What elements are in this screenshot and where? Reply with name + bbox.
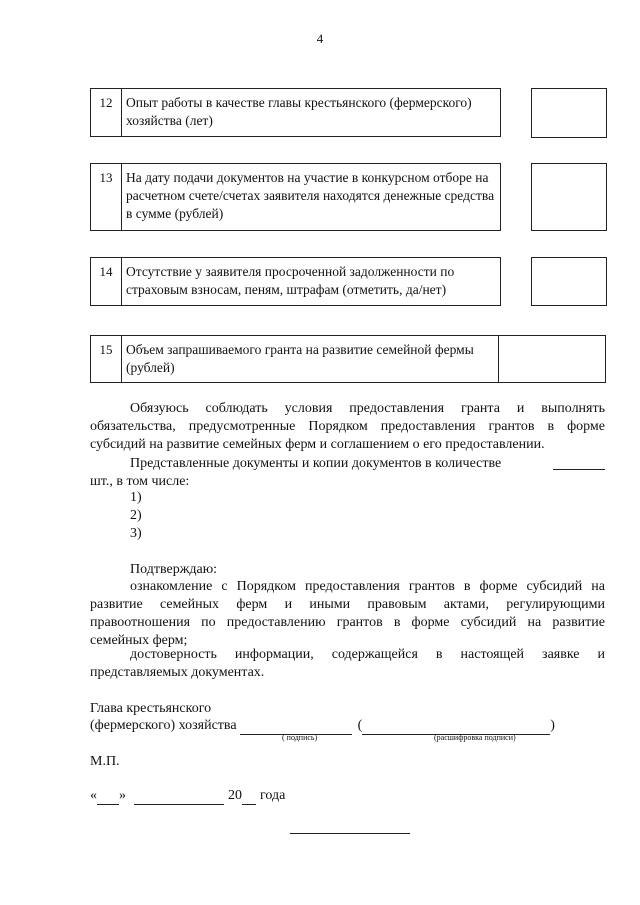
date-suffix: года — [260, 788, 286, 803]
value-box-14[interactable] — [531, 257, 607, 306]
value-cell-15[interactable] — [499, 336, 605, 382]
list-item: 3) — [130, 526, 142, 541]
documents-line — [90, 455, 605, 473]
row-text: Опыт работы в качестве главы крестьянского (фермерского) хозяйства (лет) — [126, 95, 472, 128]
signature-caption: ( подпись) — [282, 733, 318, 742]
date-open-quote: « — [90, 788, 97, 803]
documents-prefix: Представленные документы и копии документов в количестве — [130, 456, 502, 471]
row-number: 12 — [91, 89, 122, 136]
date-year-prefix: 20 — [228, 788, 242, 803]
date-month-field[interactable] — [134, 790, 224, 805]
signature-title-line2: (фермерского) хозяйства — [90, 718, 237, 733]
list-item: 1) — [130, 490, 142, 505]
signature-title-line1: Глава крестьянского — [90, 701, 212, 716]
confirm-item-acquaintance: ознакомление с Порядком предоставления грантов в форме субсидий на развитие семейных ферм и иными правовым актами, регулирующими правоотношения по предоставлению грантов в форме субсидий на развитие семейных ферм; — [90, 579, 605, 648]
decoding-close-paren: ) — [550, 718, 555, 733]
table-row-13 — [90, 163, 501, 231]
date-year-field[interactable] — [242, 790, 256, 805]
date-close-quote: » — [119, 788, 126, 803]
row-number: 14 — [91, 258, 122, 305]
row-text: Объем запрашиваемого гранта на развитие семейной фермы (рублей) — [122, 336, 499, 382]
signature-line — [90, 717, 605, 735]
list-item: 2) — [130, 508, 142, 523]
page-number: 4 — [316, 31, 324, 46]
value-box-13[interactable] — [531, 163, 607, 231]
row-text: На дату подачи документов на участие в конкурсном отборе на расчетном счете/счетах заявителя находятся денежные средства в сумме (рублей) — [126, 170, 495, 221]
value-box-12[interactable] — [531, 88, 607, 138]
date-day-field[interactable] — [97, 790, 119, 805]
documents-suffix: шт., в том числе: — [90, 474, 190, 489]
date-line — [90, 787, 605, 805]
row-number: 13 — [91, 164, 122, 230]
table-row-12 — [90, 88, 501, 137]
bottom-rule — [290, 833, 410, 834]
row-text: Отсутствие у заявителя просроченной задолженности по страховым взносам, пеням, штрафам (отметить, да/нет) — [126, 264, 455, 297]
confirm-item-accuracy: достоверность информации, содержащейся в настоящей заявке и представляемых документах. — [90, 647, 605, 680]
confirm-heading: Подтверждаю: — [130, 562, 218, 577]
stamp-label: М.П. — [90, 754, 120, 769]
row-number: 15 — [91, 336, 122, 382]
table-row-15 — [90, 335, 606, 383]
documents-count-field[interactable] — [553, 455, 605, 470]
decoding-caption: (расшифровка подписи) — [434, 733, 516, 742]
obligation-paragraph: Обязуюсь соблюдать условия предоставления гранта и выполнять обязательства, предусмотренные Порядком предоставления грантов в форме субсидий на развитие семейных ферм и соглашением о его предоставлении. — [90, 401, 605, 452]
decoding-open-paren: ( — [357, 718, 363, 733]
table-row-14 — [90, 257, 501, 306]
